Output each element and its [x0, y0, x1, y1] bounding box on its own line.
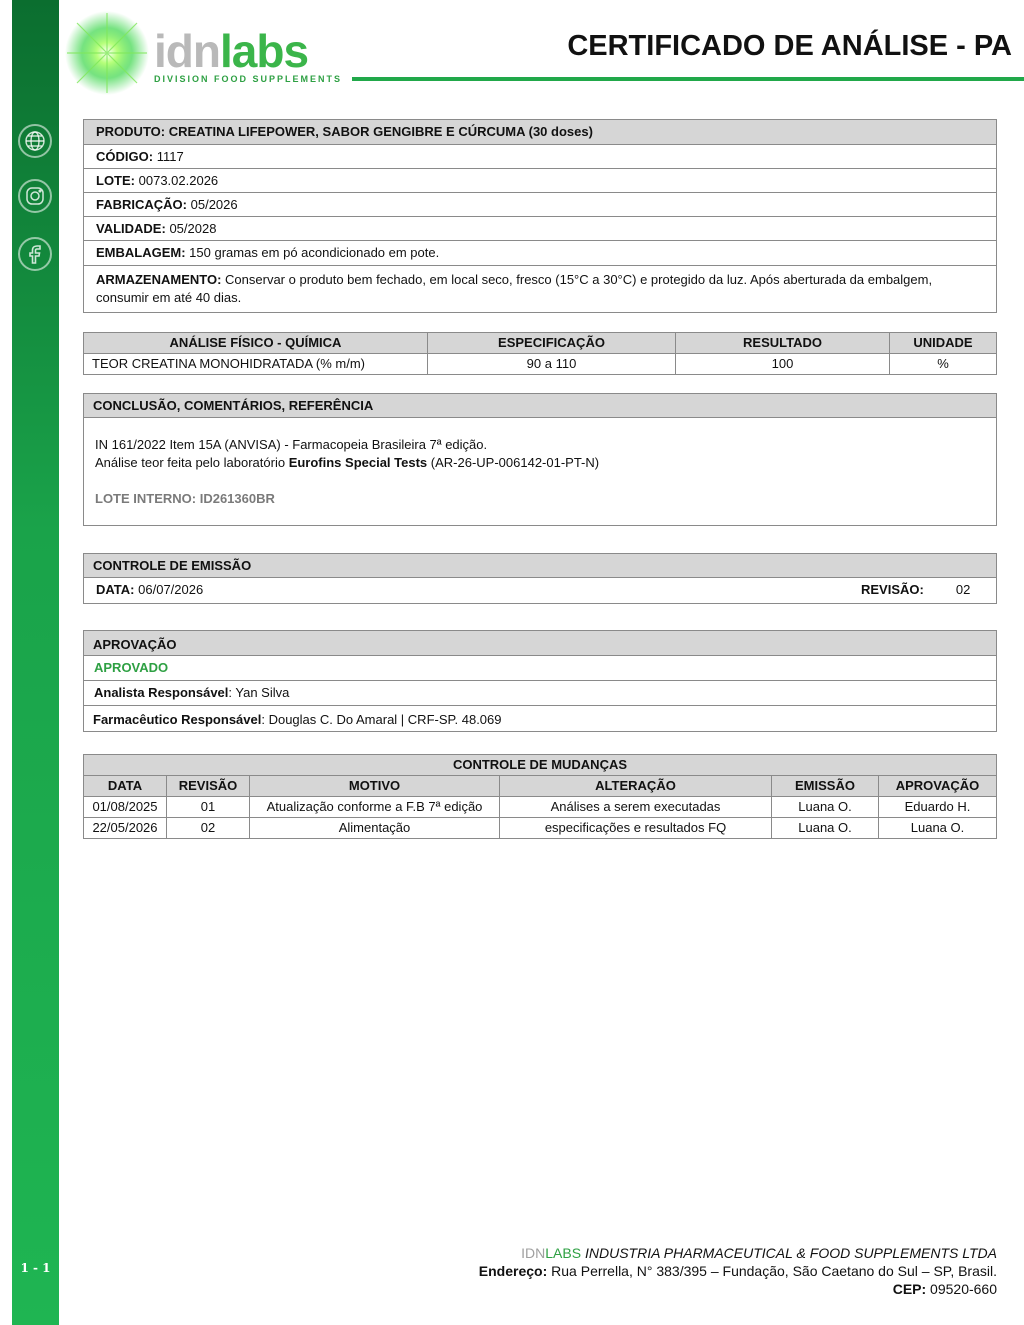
facebook-icon [18, 237, 52, 271]
approval-status: APROVADO [84, 656, 996, 681]
instagram-icon [18, 179, 52, 213]
change-col-date: DATA [84, 776, 167, 797]
product-code-row: CÓDIGO: 1117 [84, 145, 996, 169]
product-name: PRODUTO: CREATINA LIFEPOWER, SABOR GENGIBRE E CÚRCUMA (30 doses) [84, 120, 996, 145]
conclusion-lab: Análise teor feita pelo laboratório Eurofins Special Tests (AR-26-UP-006142-01-PT-N) [95, 455, 600, 470]
change-col-revision: REVISÃO [167, 776, 250, 797]
change-col-reason: MOTIVO [250, 776, 500, 797]
sidebar [12, 0, 59, 1325]
change-col-emission: EMISSÃO [772, 776, 879, 797]
product-storage-row: ARMAZENAMENTO: Conservar o produto bem fechado, em local seco, fresco (15°C a 30°C) e protegido da luz. Após aberturada da embalgem, consumir em até 40 dias. [96, 272, 933, 305]
approval-box [83, 630, 997, 732]
analysis-cell-name: TEOR CREATINA MONOHIDRATADA (% m/m) [84, 354, 428, 375]
analysis-cell-spec: 90 a 110 [428, 354, 676, 375]
approval-analyst: Analista Responsável: Yan Silva [84, 681, 996, 706]
analysis-header-spec: ESPECIFICAÇÃO [428, 333, 676, 354]
conclusion-box [83, 393, 997, 526]
footer-address: Endereço: Rua Perrella, N° 383/395 – Fundação, São Caetano do Sul – SP, Brasil. [478, 1263, 997, 1279]
emission-box [83, 553, 997, 604]
change-col-alteration: ALTERAÇÃO [500, 776, 772, 797]
product-validity-row: VALIDADE: 05/2028 [84, 217, 996, 241]
footer-cep: CEP: 09520-660 [892, 1281, 997, 1297]
conclusion-reference: IN 161/2022 Item 15A (ANVISA) - Farmacopeia Brasileira 7ª edição. [95, 437, 488, 452]
globe-icon [18, 124, 52, 158]
page-number: 1 - 1 [20, 1261, 51, 1275]
logo-subtitle: DIVISION FOOD SUPPLEMENTS [154, 74, 343, 84]
logo-star-icon [62, 8, 162, 98]
approval-header: APROVAÇÃO [84, 631, 996, 656]
conclusion-header: CONCLUSÃO, COMENTÁRIOS, REFERÊNCIA [84, 394, 996, 418]
product-lot-row: LOTE: 0073.02.2026 [84, 169, 996, 193]
table-row: 01/08/2025 01 Atualização conforme a F.B 7ª edição Análises a serem executadas Luana O. Eduardo H. [84, 797, 997, 818]
footer [479, 1244, 997, 1298]
company-logo [62, 8, 352, 98]
product-manufacture-row: FABRICAÇÃO: 05/2026 [84, 193, 996, 217]
product-info-box [83, 119, 997, 313]
change-col-approval: APROVAÇÃO [879, 776, 997, 797]
table-row: 22/05/2026 02 Alimentação especificações e resultados FQ Luana O. Luana O. [84, 818, 997, 839]
emission-header: CONTROLE DE EMISSÃO [84, 554, 996, 578]
analysis-cell-result: 100 [676, 354, 890, 375]
emission-revision: REVISÃO: 02 [861, 582, 971, 597]
internal-lot: LOTE INTERNO: ID261360BR [95, 491, 275, 506]
analysis-header-result: RESULTADO [676, 333, 890, 354]
change-control-header: CONTROLE DE MUDANÇAS [84, 755, 997, 776]
product-packaging-row: EMBALAGEM: 150 gramas em pó acondicionado em pote. [84, 241, 996, 266]
document-title: CERTIFICADO DE ANÁLISE - PA [567, 30, 1012, 62]
emission-date: 06/07/2026 [138, 582, 204, 597]
logo-wordmark: idnlabs [154, 25, 309, 77]
footer-company: IDNLABS INDUSTRIA PHARMACEUTICAL & FOOD SUPPLEMENTS LTDA [521, 1245, 997, 1261]
title-divider [352, 77, 1024, 81]
conclusion-body [84, 418, 996, 508]
analysis-table [83, 332, 997, 375]
change-control-table [83, 754, 997, 839]
analysis-header-analysis: ANÁLISE FÍSICO - QUÍMICA [84, 333, 428, 354]
emission-row: DATA: 06/07/2026 REVISÃO: 02 [96, 582, 971, 597]
analysis-cell-unit: % [890, 354, 997, 375]
analysis-header-unit: UNIDADE [890, 333, 997, 354]
approval-pharmacist: Farmacêutico Responsável: Douglas C. Do Amaral | CRF-SP. 48.069 [93, 712, 502, 727]
